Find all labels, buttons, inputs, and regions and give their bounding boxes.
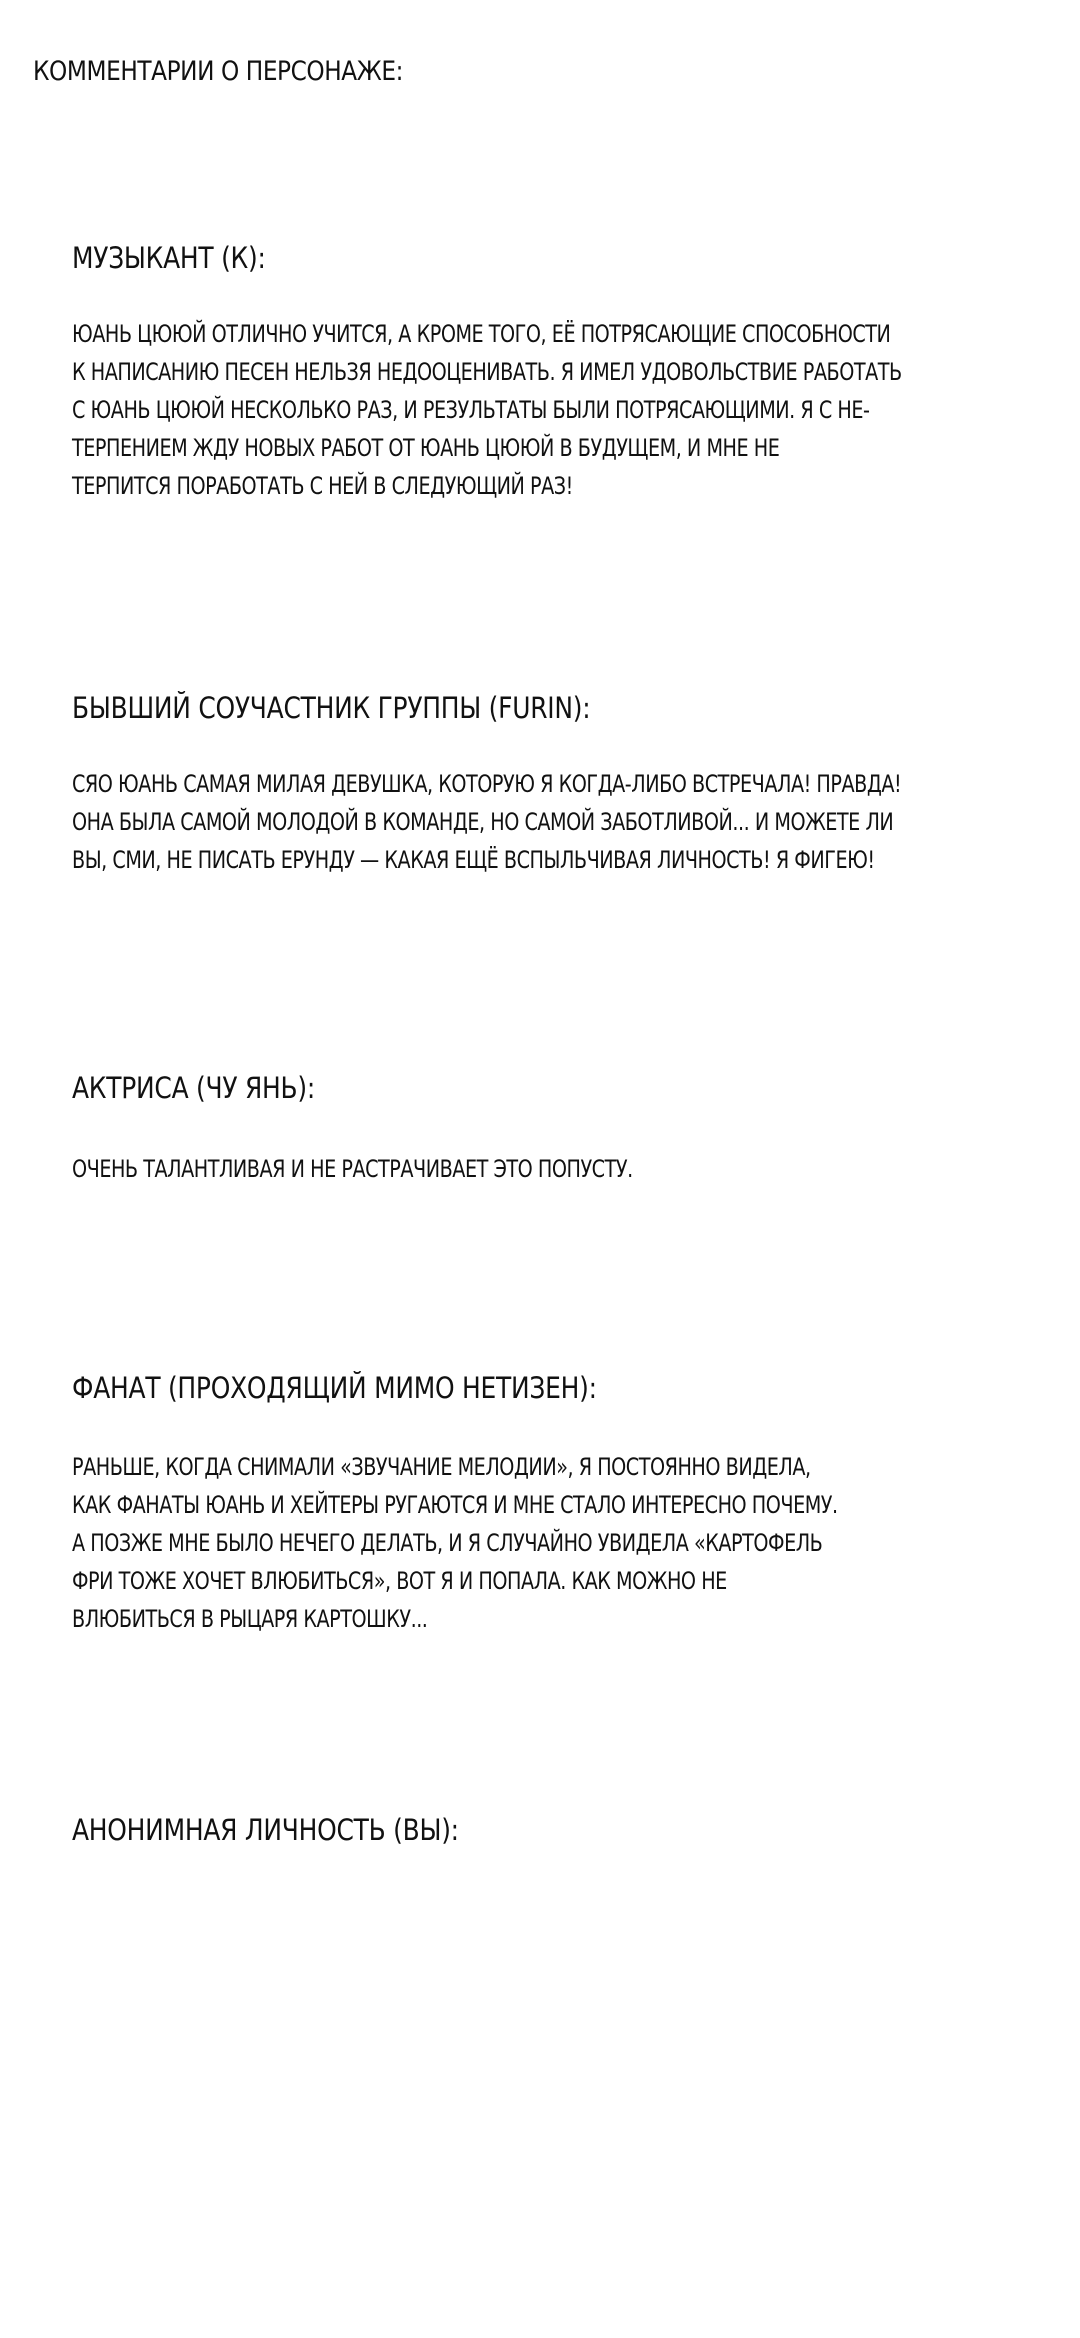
comment-section-musician [72, 238, 1072, 505]
comment-text [72, 765, 1032, 879]
comment-text [72, 1150, 1032, 1188]
comment-section-former-group-member [72, 688, 1072, 879]
comment-text [72, 1448, 1032, 1638]
comment-section-fan [72, 1368, 1072, 1638]
comment-section-anonymous [72, 1810, 1072, 1850]
comment-line: ТЕРПЕНИЕМ ЖДУ НОВЫХ РАБОТ ОТ ЮАНЬ ЦЮЮЙ В БУДУЩЕМ, И МНЕ НЕ [72, 434, 780, 462]
comment-section-actress [72, 1068, 1072, 1188]
section-heading: БЫВШИЙ СОУЧАСТНИК ГРУППЫ (FURIN): [72, 691, 591, 725]
comment-line: ВЫ, СМИ, НЕ ПИСАТЬ ЕРУНДУ — КАКАЯ ЕЩЁ ВСПЫЛЬЧИВАЯ ЛИЧНОСТЬ! Я ФИГЕЮ! [72, 846, 875, 874]
comment-line: ТЕРПИТСЯ ПОРАБОТАТЬ С НЕЙ В СЛЕДУЮЩИЙ РАЗ! [72, 472, 573, 500]
comment-line: ФРИ ТОЖЕ ХОЧЕТ ВЛЮБИТЬСЯ», ВОТ Я И ПОПАЛА. КАК МОЖНО НЕ [72, 1567, 727, 1595]
section-heading: ФАНАТ (ПРОХОДЯЩИЙ МИМО НЕТИЗЕН): [72, 1371, 597, 1405]
comment-line: ОНА БЫЛА САМОЙ МОЛОДОЙ В КОМАНДЕ, НО САМОЙ ЗАБОТЛИВОЙ... И МОЖЕТЕ ЛИ [72, 808, 894, 836]
comment-line: К НАПИСАНИЮ ПЕСЕН НЕЛЬЗЯ НЕДООЦЕНИВАТЬ. Я ИМЕЛ УДОВОЛЬСТВИЕ РАБОТАТЬ [72, 358, 902, 386]
comment-line: ОЧЕНЬ ТАЛАНТЛИВАЯ И НЕ РАСТРАЧИВАЕТ ЭТО ПОПУСТУ. [72, 1155, 633, 1183]
comment-line: С ЮАНЬ ЦЮЮЙ НЕСКОЛЬКО РАЗ, И РЕЗУЛЬТАТЫ БЫЛИ ПОТРЯСАЮЩИМИ. Я С НЕ- [72, 396, 870, 424]
comment-line: КАК ФАНАТЫ ЮАНЬ И ХЕЙТЕРЫ РУГАЮТСЯ И МНЕ СТАЛО ИНТЕРЕСНО ПОЧЕМУ. [72, 1491, 838, 1519]
section-heading: АНОНИМНАЯ ЛИЧНОСТЬ (ВЫ): [72, 1813, 459, 1847]
section-heading: АКТРИСА (ЧУ ЯНЬ): [72, 1071, 316, 1105]
comment-line: ЮАНЬ ЦЮЮЙ ОТЛИЧНО УЧИТСЯ, А КРОМЕ ТОГО, ЕЁ ПОТРЯСАЮЩИЕ СПОСОБНОСТИ [72, 320, 891, 348]
comment-line: РАНЬШЕ, КОГДА СНИМАЛИ «ЗВУЧАНИЕ МЕЛОДИИ», Я ПОСТОЯННО ВИДЕЛА, [72, 1453, 811, 1481]
page-title: КОММЕНТАРИИ О ПЕРСОНАЖЕ: [33, 56, 403, 87]
comment-line: СЯО ЮАНЬ САМАЯ МИЛАЯ ДЕВУШКА, КОТОРУЮ Я КОГДА-ЛИБО ВСТРЕЧАЛА! ПРАВДА! [72, 770, 902, 798]
comment-line: А ПОЗЖЕ МНЕ БЫЛО НЕЧЕГО ДЕЛАТЬ, И Я СЛУЧАЙНО УВИДЕЛА «КАРТОФЕЛЬ [72, 1529, 823, 1557]
comment-text [72, 315, 1032, 505]
section-heading: МУЗЫКАНТ (К): [72, 241, 266, 275]
comment-line: ВЛЮБИТЬСЯ В РЫЦАРЯ КАРТОШКУ... [72, 1605, 428, 1633]
